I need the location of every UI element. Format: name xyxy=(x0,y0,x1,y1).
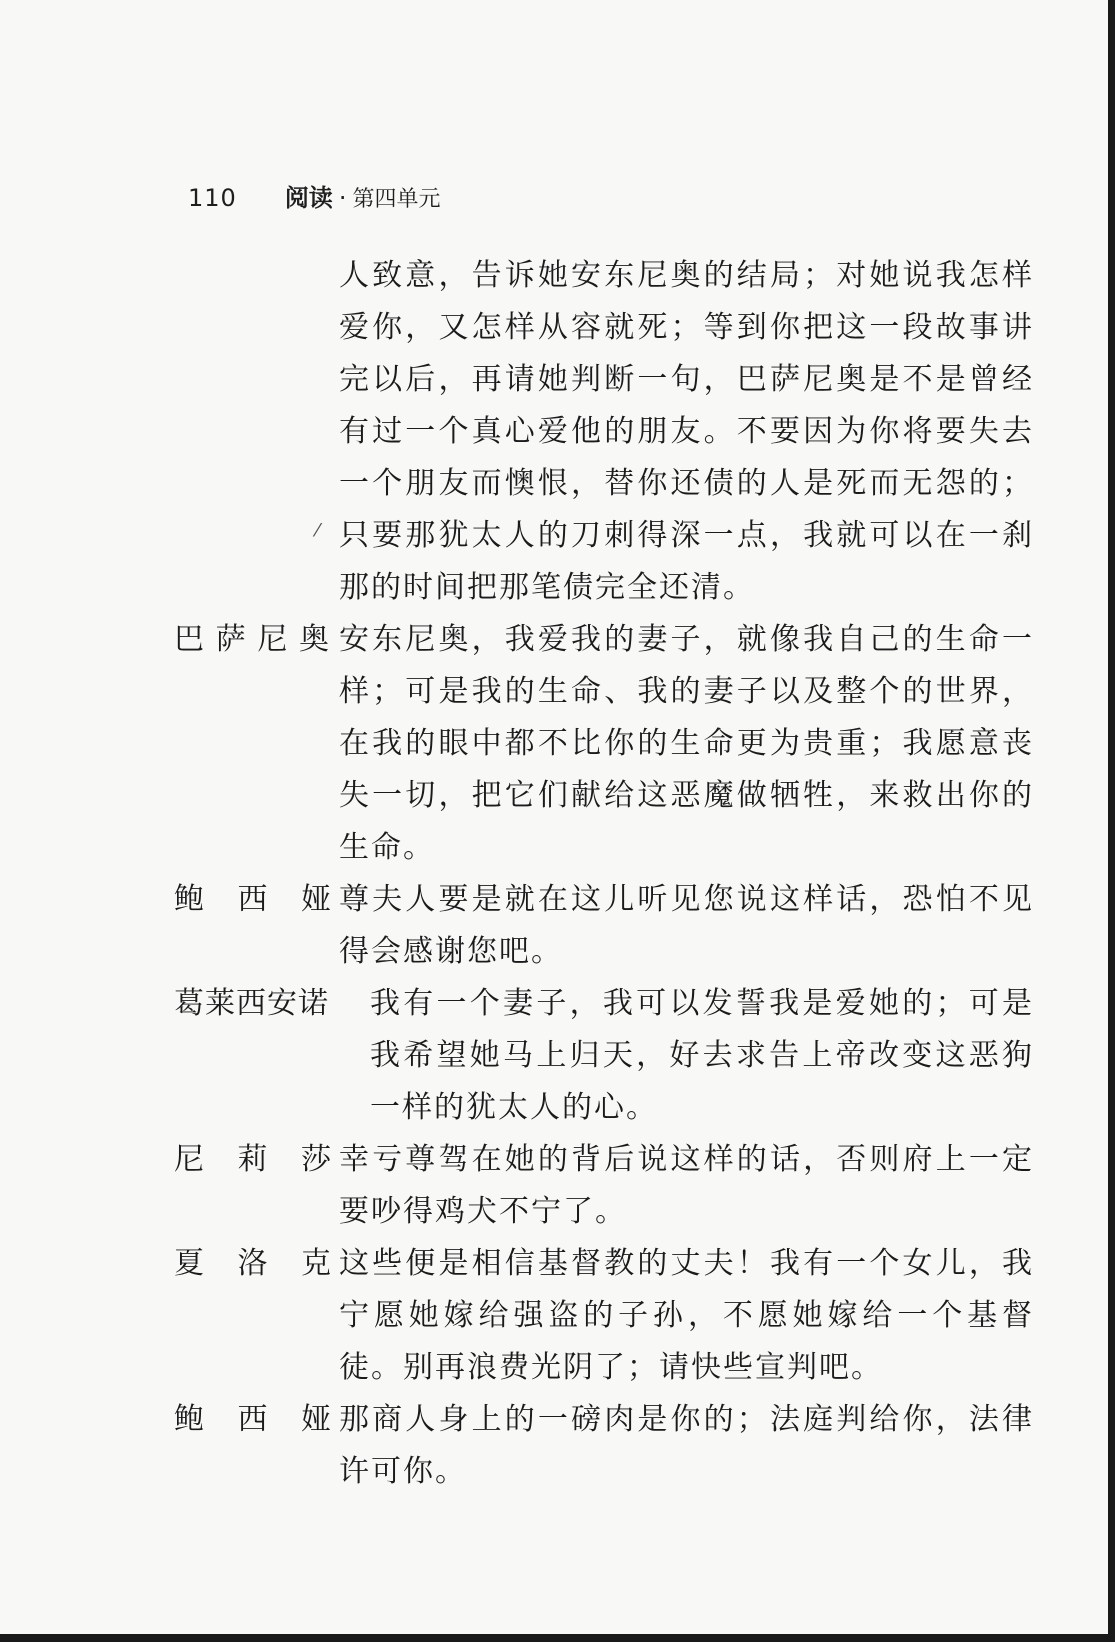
dialogue-entry xyxy=(174,1134,1034,1238)
speaker-name: 尼 莉 莎 xyxy=(174,1142,331,1177)
dialogue-text: 那商人身上的一磅肉是你的；法庭判给你，法律许可你。 xyxy=(339,1402,1034,1489)
dialogue-entry xyxy=(174,978,1034,1134)
dialogue-entry xyxy=(174,1238,1034,1394)
dialogue-text: 我有一个妻子，我可以发誓我是爱她的；可是我希望她马上归天，好去求告上帝改变这恶狗一样的犹太人的心。 xyxy=(370,986,1034,1125)
speaker-name: 巴萨尼奥 xyxy=(174,622,331,657)
dialogue-text: 人致意，告诉她安东尼奥的结局；对她说我怎样爱你，又怎样从容就死；等到你把这一段故事讲完以后，再请她判断一句，巴萨尼奥是不是曾经有过一个真心爱他的朋友。不要因为你将要失去一个朋友而懊恨，替你还债的人是死而无怨的；只要那犹太人的刀刺得深一点，我就可以在一刹那的时间把那笔债完全还清。 xyxy=(339,258,1034,605)
dialogue-entry xyxy=(174,614,1034,874)
speaker-name: 鲍 西 娅 xyxy=(174,1402,331,1437)
unit-title: 第四单元 xyxy=(352,187,441,212)
dialogue-text: 幸亏尊驾在她的背后说这样的话，否则府上一定要吵得鸡犬不宁了。 xyxy=(339,1142,1034,1229)
speaker-name: 葛莱西安诺 xyxy=(174,986,329,1021)
speaker-name: 鲍 西 娅 xyxy=(174,882,331,917)
page-header xyxy=(188,178,440,218)
dialogue-text: 这些便是相信基督教的丈夫！我有一个女儿，我宁愿她嫁给强盗的子孙，不愿她嫁给一个基督徒。别再浪费光阴了；请快些宣判吧。 xyxy=(339,1246,1034,1385)
section-separator: · xyxy=(338,184,347,212)
dialogue-entry xyxy=(174,1394,1034,1498)
dialogue-text: 尊夫人要是就在这儿听见您说这样话，恐怕不见得会感谢您吧。 xyxy=(339,882,1034,969)
dialogue-entry xyxy=(174,874,1034,978)
section-title: 阅读 xyxy=(284,184,333,212)
speaker-name: 夏 洛 克 xyxy=(174,1246,331,1281)
page-number: 110 xyxy=(188,184,237,212)
dialogue-text: 安东尼奥，我爱我的妻子，就像我自己的生命一样；可是我的生命、我的妻子以及整个的世界，在我的眼中都不比你的生命更为贵重；我愿意丧失一切，把它们献给这恶魔做牺牲，来救出你的生命。 xyxy=(339,622,1034,865)
pencil-mark: ⁄ xyxy=(316,520,320,541)
dialogue-entry xyxy=(174,250,1034,614)
play-dialogue xyxy=(174,250,1034,1498)
